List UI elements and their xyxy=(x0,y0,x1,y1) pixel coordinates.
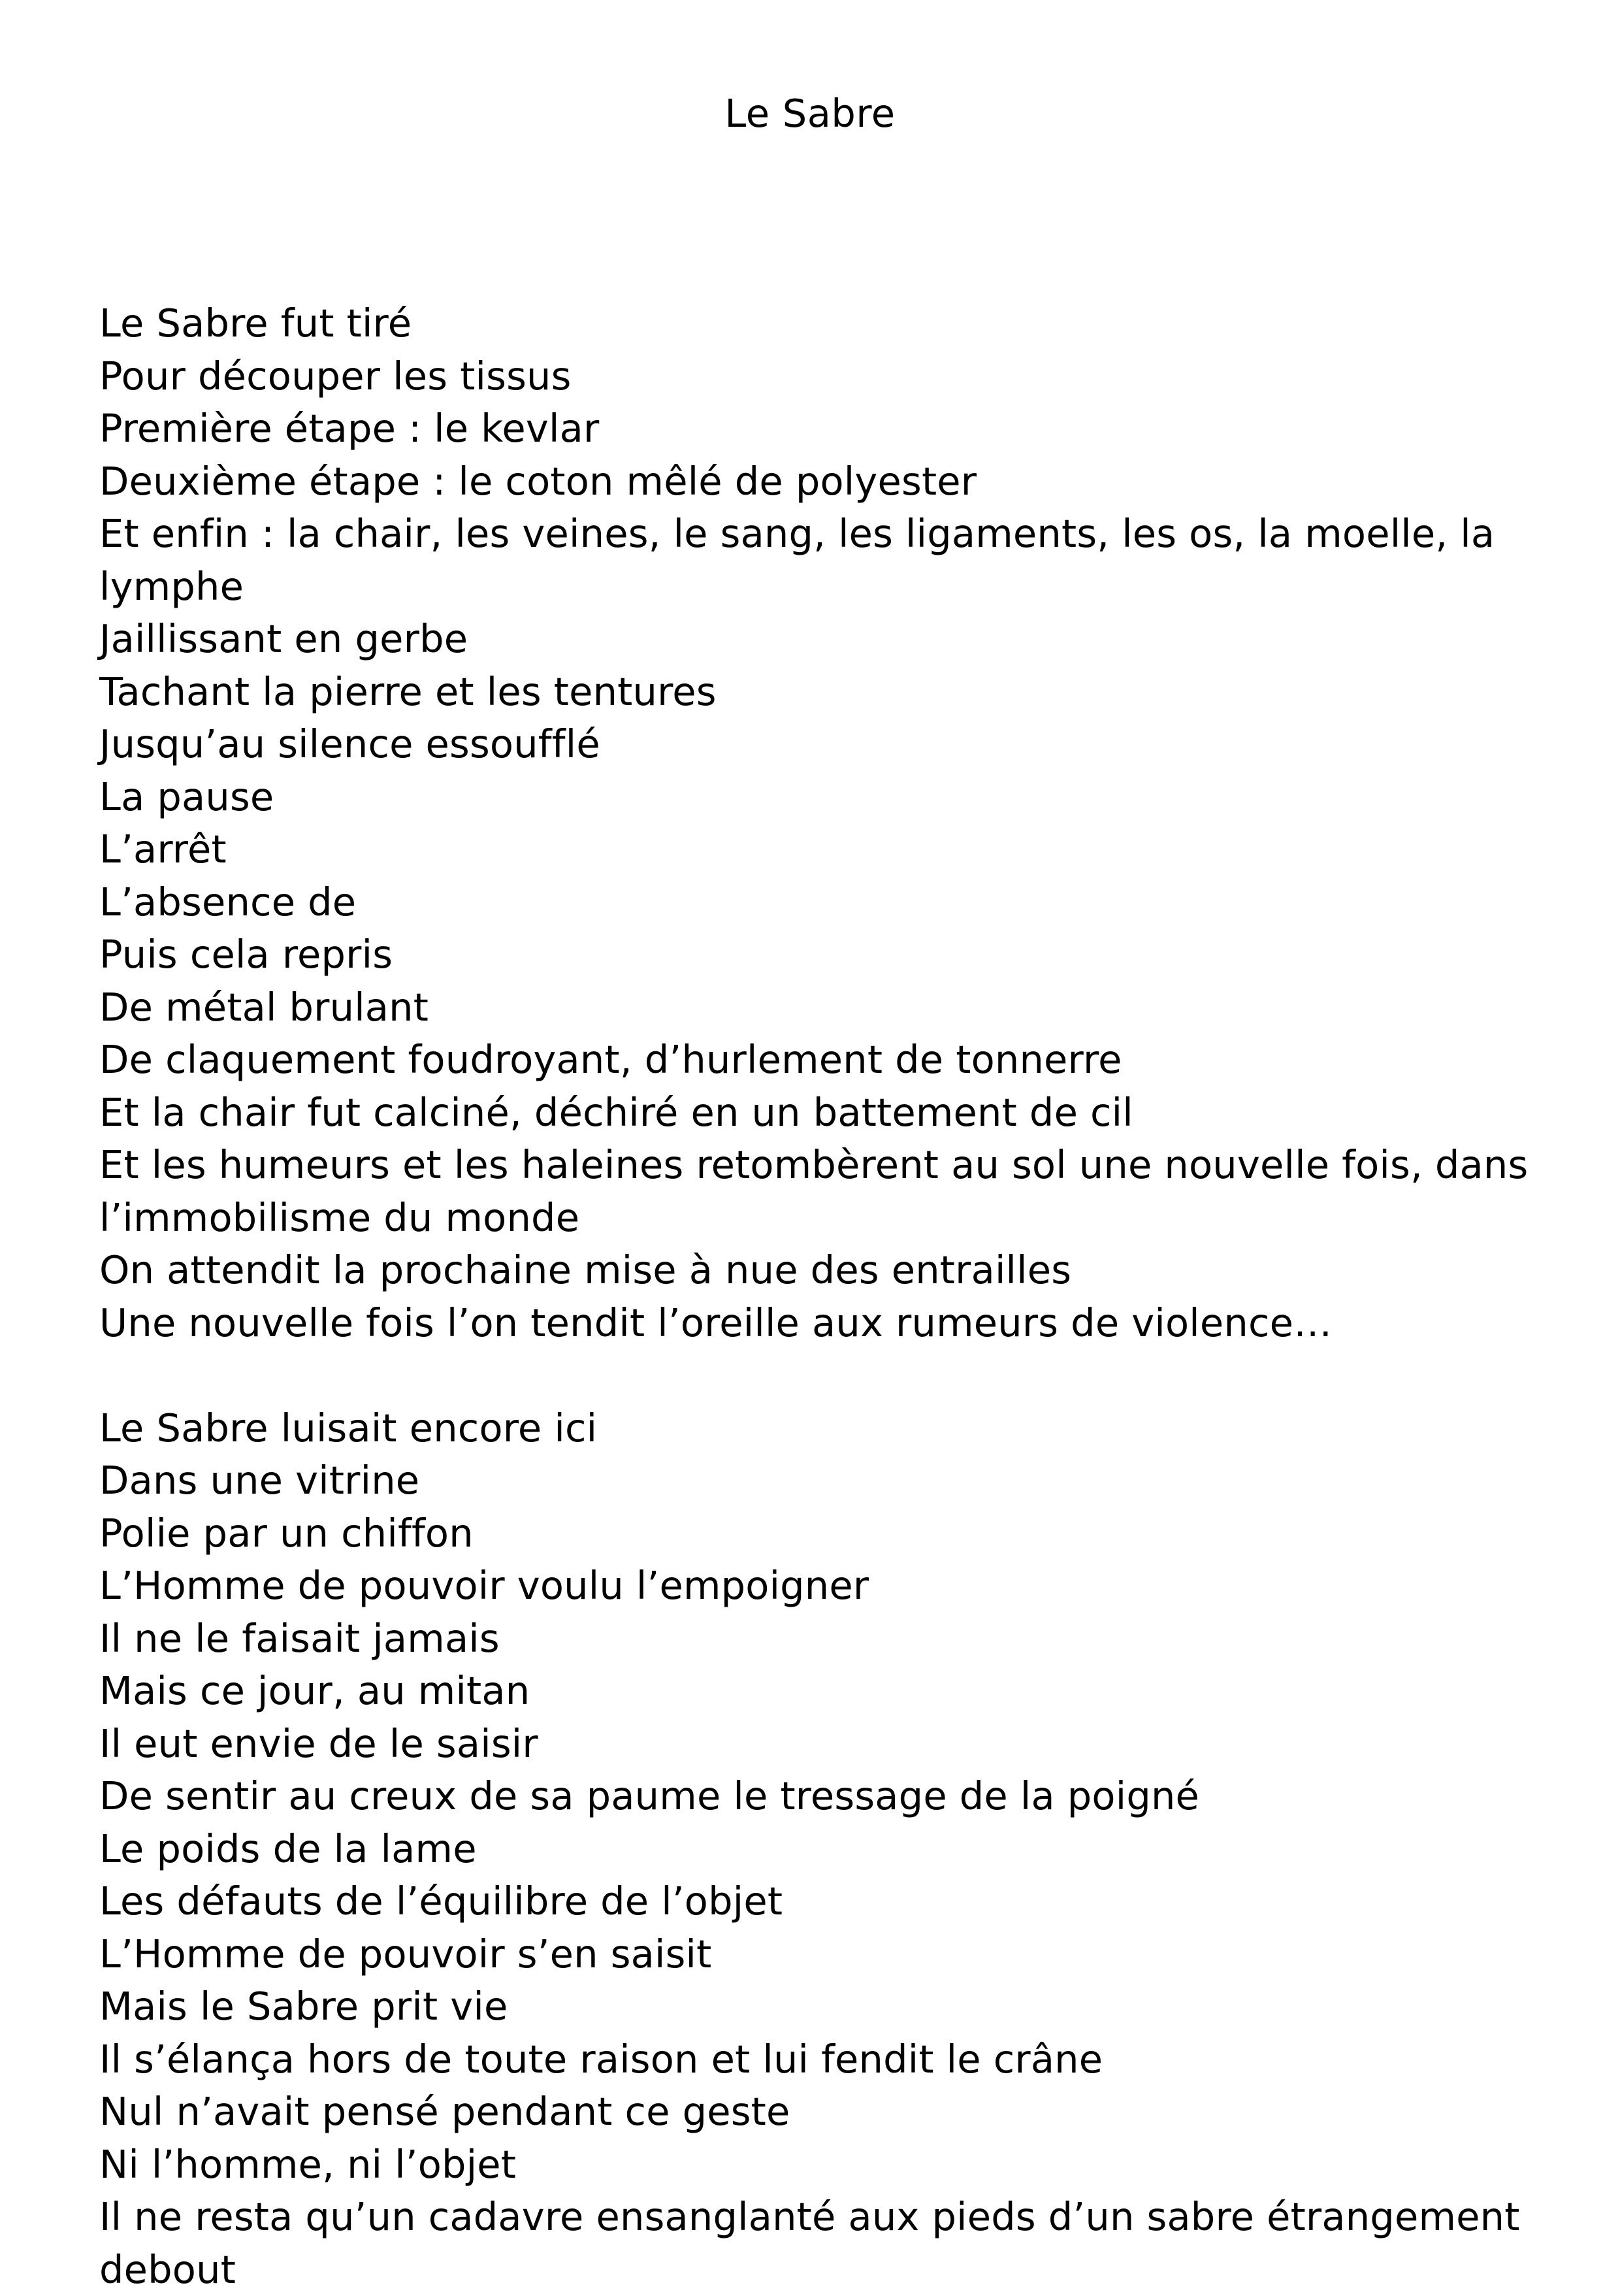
poem-line: L’arrêt xyxy=(99,823,1549,876)
poem-line: La pause xyxy=(99,771,1549,824)
poem-line: Deuxième étape : le coton mêlé de polyester xyxy=(99,455,1549,508)
poem-line: l’immobilisme du monde xyxy=(99,1192,1549,1245)
poem-body xyxy=(99,297,1549,2296)
poem-line: Pour découper les tissus xyxy=(99,350,1549,403)
poem-line: Le poids de la lame xyxy=(99,1823,1549,1876)
poem-line: Ni l’homme, ni l’objet xyxy=(99,2139,1549,2191)
poem-line: lymphe xyxy=(99,561,1549,614)
poem-line: Puis cela repris xyxy=(99,928,1549,981)
poem-line: Il ne resta qu’un cadavre ensanglanté aux pieds d’un sabre étrangement xyxy=(99,2191,1549,2244)
poem-line: De sentir au creux de sa paume le tressage de la poigné xyxy=(99,1770,1549,1823)
poem-line: Jaillissant en gerbe xyxy=(99,613,1549,666)
poem-line: Et enfin : la chair, les veines, le sang, les ligaments, les os, la moelle, la xyxy=(99,508,1549,561)
stanza-1 xyxy=(99,297,1549,1349)
poem-line: Les défauts de l’équilibre de l’objet xyxy=(99,1875,1549,1928)
poem-line: L’Homme de pouvoir s’en saisit xyxy=(99,1928,1549,1981)
poem-line: Tachant la pierre et les tentures xyxy=(99,666,1549,719)
poem-line: Il ne le faisait jamais xyxy=(99,1613,1549,1665)
poem-line: Une nouvelle fois l’on tendit l’oreille aux rumeurs de violence… xyxy=(99,1297,1549,1350)
poem-line: L’Homme de pouvoir voulu l’empoigner xyxy=(99,1560,1549,1613)
poem-title: Le Sabre xyxy=(0,86,1620,141)
poem-line: Mais ce jour, au mitan xyxy=(99,1665,1549,1718)
poem-line: Il s’élança hors de toute raison et lui fendit le crâne xyxy=(99,2033,1549,2086)
poem-line: Polie par un chiffon xyxy=(99,1507,1549,1560)
poem-line: Nul n’avait pensé pendant ce geste xyxy=(99,2086,1549,2139)
stanza-2 xyxy=(99,1402,1549,2296)
poem-line: Le Sabre fut tiré xyxy=(99,297,1549,350)
poem-line: De claquement foudroyant, d’hurlement de tonnerre xyxy=(99,1034,1549,1087)
poem-line: Et les humeurs et les haleines retombèrent au sol une nouvelle fois, dans xyxy=(99,1139,1549,1192)
poem-line: L’absence de xyxy=(99,876,1549,929)
poem-line: Et la chair fut calciné, déchiré en un battement de cil xyxy=(99,1087,1549,1140)
poem-line: Mais le Sabre prit vie xyxy=(99,1980,1549,2033)
poem-line: Il eut envie de le saisir xyxy=(99,1718,1549,1771)
poem-line: On attendit la prochaine mise à nue des entrailles xyxy=(99,1244,1549,1297)
poem-line: Première étape : le kevlar xyxy=(99,402,1549,455)
poem-line: debout xyxy=(99,2244,1549,2296)
poem-line: Jusqu’au silence essoufflé xyxy=(99,718,1549,771)
poem-line: Le Sabre luisait encore ici xyxy=(99,1402,1549,1455)
poem-line: Dans une vitrine xyxy=(99,1454,1549,1507)
poem-line: De métal brulant xyxy=(99,981,1549,1034)
